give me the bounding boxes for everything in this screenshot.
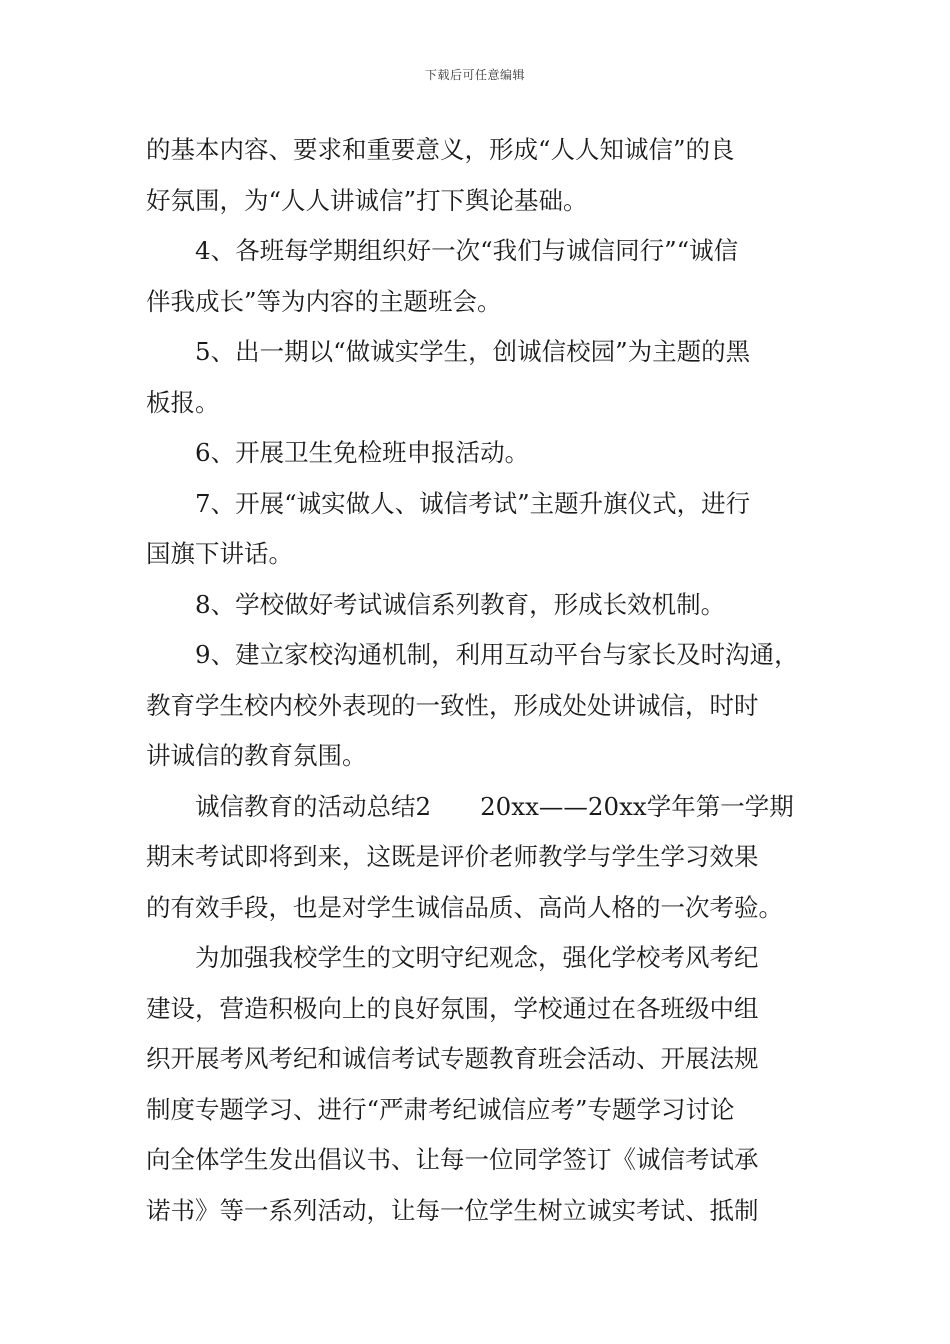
text-line: 9、建立家校沟通机制，利用互动平台与家长及时沟通， (195, 640, 799, 669)
text-line: 织开展考风考纪和诚信考试专题教育班会活动、开展法规 (146, 1044, 759, 1073)
text-line: 的有效手段，也是对学生诚信品质、高尚人格的一次考验。 (146, 892, 783, 922)
text-line: 期末考试即将到来，这既是评价老师教学与学生学习效果 (146, 842, 759, 871)
text-line: 国旗下讲话。 (146, 539, 293, 568)
text-line: 制度专题学习、进行“严肃考纪诚信应考”专题学习讨论 (146, 1094, 735, 1124)
text-line: 8、学校做好考试诚信系列教育，形成长效机制。 (195, 589, 726, 619)
text-line: 建设，营造积极向上的良好氛围，学校通过在各班级中组 (146, 993, 759, 1023)
text-line: 讲诚信的教育氛围。 (146, 741, 367, 770)
text-line: 板报。 (146, 387, 220, 417)
text-line: 5、出一期以“做诚实学生，创诚信校园”为主题的黑 (195, 337, 751, 366)
text-line: 为加强我校学生的文明守纪观念，强化学校考风考纪 (195, 943, 759, 972)
text-line: 好氛围，为“人人讲诚信”打下舆论基础。 (146, 185, 588, 215)
text-line: 4、各班每学期组织好一次“我们与诚信同行”“诚信 (195, 236, 739, 265)
document-body (146, 125, 808, 1236)
text-line: 7、开展“诚实做人、诚信考试”主题升旗仪式，进行 (195, 488, 751, 518)
text-line: 伴我成长”等为内容的主题班会。 (146, 286, 502, 316)
page-header: 下载后可任意编辑 (424, 68, 525, 82)
text-line: 诚信教育的活动总结2 20xx——20xx学年第一学期 (195, 791, 794, 821)
text-line: 的基本内容、要求和重要意义，形成“人人知诚信”的良 (146, 135, 735, 164)
text-line: 教育学生校内校外表现的一致性，形成处处讲诚信，时时 (146, 690, 759, 720)
text-line: 6、开展卫生免检班申报活动。 (195, 438, 530, 467)
text-line: 向全体学生发出倡议书、让每一位同学签订《诚信考试承 (146, 1145, 759, 1174)
text-line: 诺书》等一系列活动，让每一位学生树立诚实考试、抵制 (146, 1195, 759, 1225)
